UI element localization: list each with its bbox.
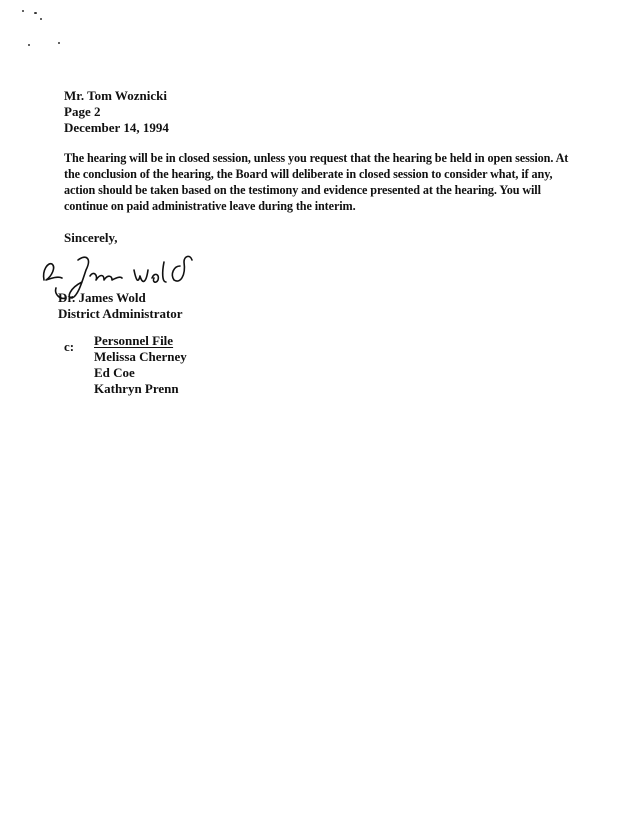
- cc-label: c:: [64, 339, 75, 354]
- scan-speck: [40, 18, 42, 20]
- letter-header: [64, 88, 169, 136]
- signer-block: [58, 290, 183, 322]
- body-line: The hearing will be in closed session, unless you request that the hearing be held in open session. At: [64, 151, 569, 165]
- scan-speck: [22, 10, 24, 12]
- recipient-name: Mr. Tom Woznicki: [64, 88, 167, 103]
- body-line: action should be taken based on the testimony and evidence presented at the hearing. You will: [64, 183, 541, 197]
- cc-recipient: Melissa Cherney: [94, 349, 187, 364]
- scan-speck: [28, 44, 30, 46]
- cc-recipient: Ed Coe: [94, 365, 135, 380]
- page-number: Page 2: [64, 104, 101, 119]
- signer-name: Dr. James Wold: [58, 290, 146, 305]
- cc-list: [94, 333, 187, 397]
- cc-recipient: Kathryn Prenn: [94, 381, 179, 396]
- closing-salutation: Sincerely,: [64, 230, 118, 245]
- body-paragraph: [64, 150, 584, 214]
- scan-speck: [34, 12, 37, 14]
- scan-speck: [58, 42, 60, 44]
- letter-date: December 14, 1994: [64, 120, 169, 135]
- signer-title: District Administrator: [58, 306, 183, 321]
- body-line: continue on paid administrative leave during the interim.: [64, 199, 356, 213]
- cc-recipient: Personnel File: [94, 333, 174, 348]
- body-line: the conclusion of the hearing, the Board will deliberate in closed session to consider what, if any,: [64, 167, 553, 181]
